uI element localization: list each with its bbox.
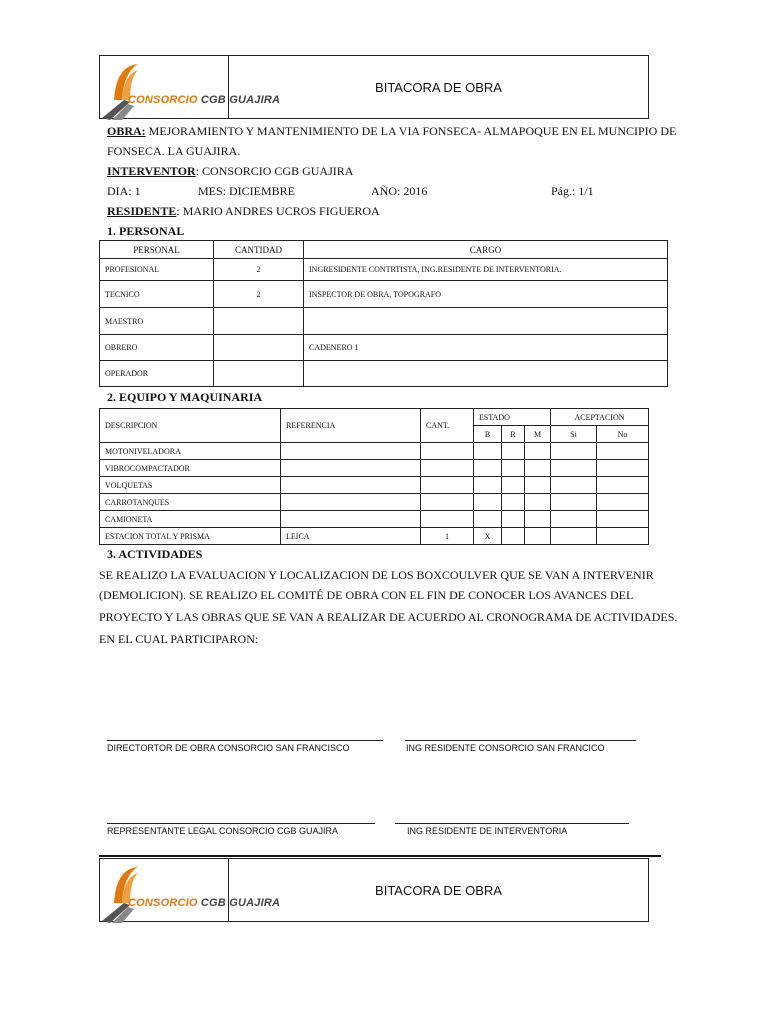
table-header-cell: CANTIDAD	[214, 241, 304, 259]
table-cell	[551, 443, 597, 460]
table-cell	[502, 511, 525, 528]
signature-label: ING RESIDENTE CONSORCIO SAN FRANCICO	[406, 743, 605, 753]
table-row	[100, 443, 649, 460]
table-cell	[597, 477, 649, 494]
table-cell	[421, 443, 474, 460]
anio-value: AÑO: 2016	[371, 184, 428, 198]
table-header-cell: ACEPTACION	[551, 409, 649, 426]
table-cell	[214, 335, 304, 361]
page-title: BITACORA DE OBRA	[375, 882, 502, 898]
table-cell	[281, 511, 421, 528]
table-header-cell: PERSONAL	[100, 241, 214, 259]
actividades-line: (DEMOLICION). SE REALIZO EL COMITÉ DE OBRA CON EL FIN DE CONOCER LOS AVANCES DEL	[99, 588, 634, 602]
signature-line	[405, 740, 636, 741]
obra-line-2: FONSECA. LA GUAJIRA.	[107, 144, 241, 158]
table-cell	[474, 494, 502, 511]
table-cell: OPERADOR	[100, 361, 214, 387]
table-cell	[502, 494, 525, 511]
table-row	[100, 528, 649, 545]
table-cell	[525, 443, 551, 460]
signature-line	[107, 823, 375, 824]
table-header-cell: REFERENCIA	[281, 409, 421, 443]
table-cell: MOTONIVELADORA	[100, 443, 281, 460]
dia-value: DIA: 1	[107, 184, 141, 198]
obra-text: MEJORAMIENTO Y MANTENIMIENTO DE LA VIA FONSECA- ALMAPOQUE EN EL MUNCIPIO DE	[148, 124, 677, 138]
table-cell	[304, 361, 668, 387]
table-row	[100, 308, 668, 335]
company-logo	[100, 56, 281, 118]
table-row	[100, 361, 668, 387]
table-cell: 2	[214, 259, 304, 281]
table-cell	[551, 511, 597, 528]
table-header-cell: DESCRIPCION	[100, 409, 281, 443]
obra-line-1	[107, 124, 676, 139]
table-cell	[214, 361, 304, 387]
table-cell	[474, 511, 502, 528]
signature-label: ING RESIDENTE DE INTERVENTORIA	[407, 826, 568, 836]
table-cell	[214, 308, 304, 335]
actividades-line: SE REALIZO LA EVALUACION Y LOCALIZACION DE LOS BOXCOULVER QUE SE VAN A INTERVENIR	[99, 568, 654, 582]
table-cell	[281, 443, 421, 460]
obra-label: OBRA:	[107, 124, 146, 138]
table-row	[100, 281, 668, 308]
table-cell	[421, 494, 474, 511]
table-header-cell: M	[525, 426, 551, 443]
table-cell	[502, 460, 525, 477]
logo-text: CONSORCIO CGB GUAJIRA	[128, 94, 281, 106]
table-cell: X	[474, 528, 502, 545]
interventor-label: INTERVENTOR	[107, 164, 196, 178]
table-cell	[281, 477, 421, 494]
table-cell	[551, 528, 597, 545]
signature-line	[107, 740, 383, 741]
table-row	[100, 460, 649, 477]
table-cell: PROFESIONAL	[100, 259, 214, 281]
table-cell: INSPECTOR DE OBRA, TOPOGRAFO	[304, 281, 668, 308]
table-header-row	[100, 409, 649, 426]
table-row	[100, 511, 649, 528]
company-logo	[100, 859, 281, 921]
table-cell: VIBROCOMPACTADOR	[100, 460, 281, 477]
table-cell: MAESTRO	[100, 308, 214, 335]
signature-label: REPRESENTANTE LEGAL CONSORCIO CGB GUAJIRA	[107, 826, 339, 836]
table-cell	[502, 477, 525, 494]
signature-line	[395, 823, 629, 824]
mes-value: MES: DICIEMBRE	[198, 184, 296, 198]
table-cell	[474, 443, 502, 460]
table-cell	[502, 443, 525, 460]
header-box	[99, 55, 649, 119]
actividades-line: PROYECTO Y LAS OBRAS QUE SE VAN A REALIZAR DE ACUERDO AL CRONOGRAMA DE ACTIVIDADES.	[99, 610, 678, 624]
table-row	[100, 494, 649, 511]
logo-text: CONSORCIO CGB GUAJIRA	[128, 897, 281, 909]
table-cell	[597, 460, 649, 477]
residente-line	[107, 204, 380, 219]
interventor-line	[107, 164, 353, 179]
table-cell: INGRESIDENTE CONTRTISTA, ING.RESIDENTE DE INTERVENTORIA.	[304, 259, 668, 281]
divider	[99, 855, 661, 857]
table-cell	[551, 477, 597, 494]
page-number: Pág.: 1/1	[551, 184, 594, 198]
footer-header-box	[99, 858, 649, 922]
table-header-cell: CARGO	[304, 241, 668, 259]
table-cell	[597, 511, 649, 528]
table-cell	[421, 460, 474, 477]
table-cell: CAMIONETA	[100, 511, 281, 528]
table-cell: ESTACION TOTAL Y PRISMA	[100, 528, 281, 545]
table-cell	[474, 477, 502, 494]
section-actividades-title: 3. ACTIVIDADES	[107, 547, 203, 561]
table-row	[100, 335, 668, 361]
table-cell	[525, 477, 551, 494]
table-cell: OBRERO	[100, 335, 214, 361]
table-row	[100, 259, 668, 281]
table-cell	[525, 511, 551, 528]
equipo-table	[99, 408, 649, 545]
table-cell	[421, 511, 474, 528]
interventor-value: : CONSORCIO CGB GUAJIRA	[195, 164, 354, 178]
table-cell: LEICA	[281, 528, 421, 545]
logo-graphic-icon	[100, 859, 228, 923]
table-cell: CADENERO 1	[304, 335, 668, 361]
table-header-cell: B	[474, 426, 502, 443]
table-row	[100, 477, 649, 494]
section-personal-title: 1. PERSONAL	[107, 224, 185, 238]
table-header-cell: No	[597, 426, 649, 443]
table-header-row	[100, 241, 668, 259]
table-cell	[597, 443, 649, 460]
table-cell	[421, 477, 474, 494]
table-header-cell: R	[502, 426, 525, 443]
table-cell	[281, 460, 421, 477]
personal-table	[99, 240, 668, 387]
table-cell	[551, 494, 597, 511]
table-cell: VOLQUETAS	[100, 477, 281, 494]
logo-graphic-icon	[100, 56, 228, 120]
table-cell	[474, 460, 502, 477]
table-cell	[597, 528, 649, 545]
table-cell	[281, 494, 421, 511]
table-cell	[525, 528, 551, 545]
table-header-cell: Si	[551, 426, 597, 443]
residente-value: : MARIO ANDRES UCROS FIGUEROA	[176, 204, 380, 218]
table-cell: 2	[214, 281, 304, 308]
table-cell: TECNICO	[100, 281, 214, 308]
signature-label: DIRECTORTOR DE OBRA CONSORCIO SAN FRANCISCO	[107, 743, 350, 753]
table-cell	[525, 460, 551, 477]
table-header-cell: ESTADO	[474, 409, 551, 426]
table-cell	[304, 308, 668, 335]
section-equipo-title: 2. EQUIPO Y MAQUINARIA	[107, 390, 263, 404]
actividades-line: EN EL CUAL PARTICIPARON:	[99, 632, 259, 646]
table-cell	[525, 494, 551, 511]
page-title: BITACORA DE OBRA	[375, 79, 502, 95]
table-header-cell: CANT.	[421, 409, 474, 443]
residente-label: RESIDENTE	[107, 204, 177, 218]
table-cell: CARROTANQUES	[100, 494, 281, 511]
table-cell	[597, 494, 649, 511]
table-cell	[551, 460, 597, 477]
table-cell	[502, 528, 525, 545]
table-cell: 1	[421, 528, 474, 545]
